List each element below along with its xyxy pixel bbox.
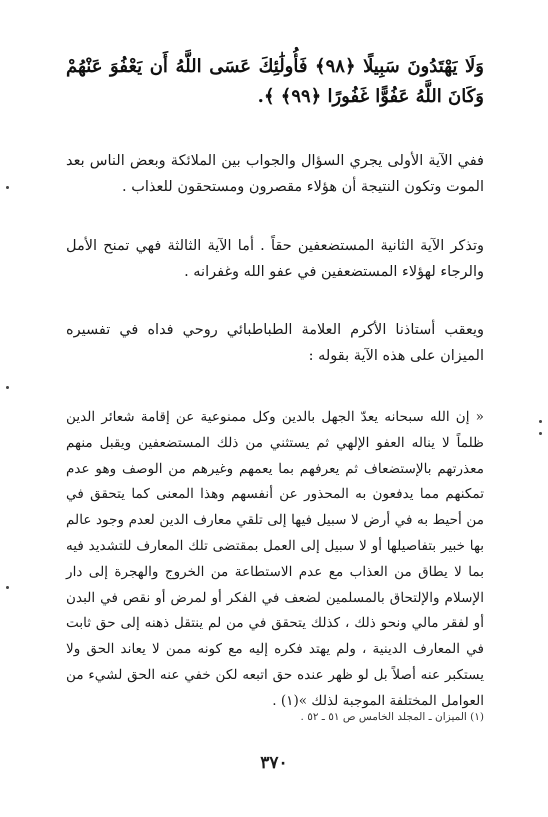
footnote: (١) الميزان ـ المجلد الخامس ص ٥١ ـ ٥٢ . (300, 711, 484, 723)
paragraph: وتذكر الآية الثانية المستضعفين حقاً . أما الآية الثالثة فهي تمنح الأمل والرجاء لهؤلاء المستضعفين في عفو الله وغفرانه . (66, 238, 484, 280)
margin-dot (539, 432, 542, 435)
quotation: « إن الله سبحانه يعدّ الجهل بالدين وكل ممنوعية عن إقامة شعائر الدين ظلماً لا يناله العفو الإلهي ثم يستثني من ذلك المستضعفين ويقبل منهم معذرتهم بالإستضعاف ثم يعرفهم بما يعمهم وغيرهم من الوصف وهو عدم تمكنهم مما يدفعون به المحذور عن أنفسهم وهذا المعنى كما يتحقق في من أحيط به في أرض لا سبيل فيها إلى تلقي معارف الدين لعدم وجود عالم بها خبير بتفاصيلها أو لا سبيل إلى العمل بمقتضى تلك المعارف للتشديد فيه بما لا يطاق من العذاب مع عدم الاستطاعة من الخروج والهجرة إلى دار الإسلام والإلتحاق بالمسلمين لضعف في الفكر أو لمرض أو نقص في البدن أو لفقر مالي ونحو ذلك ، كذلك يتحقق في من لم ينتقل ذهنه إلى حق ثابت في المعارف الدينية ، ولم يهتد فكره إليه مع كونه ممن لا يعاند الحق ولا يستكبر عنه أصلاً بل لو ظهر عنده حق اتبعه لكن خفي عنه الحق لشيء من العوامل المختلفة الموجبة لذلك »(١) . (66, 409, 484, 709)
quran-verse: وَلَا يَهْتَدُونَ سَبِيلًا ﴿٩٨﴾ فَأُولَٰئِكَ عَسَى اللَّهُ أَن يَعْفُوَ عَنْهُمْ وَكَانَ اللَّهُ عَفُوًّا غَفُورًا ﴿٩٩﴾ ﴾. (66, 56, 484, 107)
margin-dot (6, 386, 9, 389)
paragraph: ففي الآية الأولى يجري السؤال والجواب بين الملائكة وبعض الناس بعد الموت وتكون النتيجة أن هؤلاء مقصرون ومستحقون للعذاب . (66, 153, 484, 195)
margin-dot (6, 586, 9, 589)
margin-dot (539, 420, 542, 423)
margin-dot (6, 186, 9, 189)
page-number: ٣٧٠ (260, 753, 288, 773)
paragraph: ويعقب أستاذنا الأكرم العلامة الطباطبائي روحي فداه في تفسيره الميزان على هذه الآية بقوله : (66, 322, 484, 364)
